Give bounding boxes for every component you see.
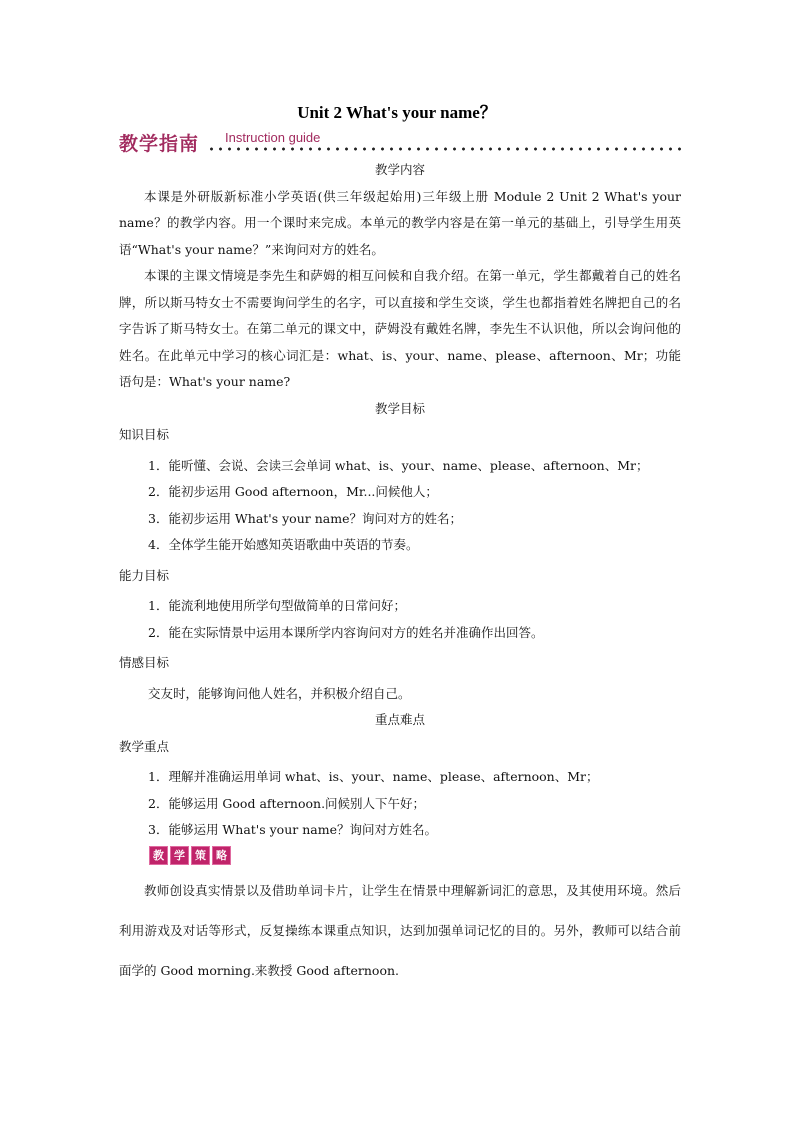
strategy-badge-char: 略 (212, 846, 231, 865)
list-item: 4．全体学生能开始感知英语歌曲中英语的节奏。 (148, 537, 419, 552)
strategy-paragraph: 教师创设真实情景以及借助单词卡片，让学生在情景中理解新词汇的意思，及其使用环境。然后利用游戏及对话等形式，反复操练本课重点知识，达到加强单词记忆的目的。另外，教师可以结合前面学的 Good morning.来教授 Good afternoon. (119, 882, 681, 978)
content-paragraph-2: 本课的主课文情境是李先生和萨姆的相互问候和自我介绍。在第一单元，学生都戴着自己的姓名牌，所以斯马特女士不需要询问学生的名字，可以直接和学生交谈，学生也都指着姓名牌把自己的名字告诉了斯马特女士。在第二单元的课文中，萨姆没有戴姓名牌，李先生不认识他，所以会询问他的姓名。在此单元中学习的核心词汇是：what、is、your、name、please、afternoon、Mr；功能语句是：What's your name? (119, 268, 681, 389)
strategy-badge-char: 学 (170, 846, 189, 865)
list-item: 2．能够运用 Good afternoon.问候别人下午好； (148, 795, 426, 811)
section-heading-goals: 教学目标 (374, 400, 425, 416)
page-title: Unit 2 What's your name？ (297, 103, 497, 122)
section-heading-key: 重点难点 (374, 712, 425, 727)
guide-title-en: Instruction guide (225, 130, 321, 145)
strategy-badge-char: 策 (191, 846, 210, 865)
subheading-knowledge: 知识目标 (119, 427, 170, 442)
list-item: 3．能够运用 What's your name？询问对方姓名。 (148, 822, 437, 837)
subheading-emotion: 情感目标 (119, 655, 170, 670)
list-item: 1．能流利地使用所学句型做简单的日常问好； (148, 598, 406, 613)
subheading-focus: 教学重点 (119, 738, 170, 754)
dotted-divider (207, 146, 683, 152)
list-item: 1．能听懂、会说、会读三会单词 what、is、your、name、please、afternoon、Mr； (148, 457, 649, 473)
strategy-badge (149, 846, 681, 865)
emotion-text: 交友时，能够询问他人姓名，并积极介绍自己。 (148, 685, 411, 701)
instruction-guide-banner (119, 129, 683, 155)
list-item: 2．能初步运用 Good afternoon，Mr...问候他人； (148, 484, 438, 499)
list-item: 2．能在实际情景中运用本课所学内容询问对方的姓名并准确作出回答。 (148, 624, 544, 640)
subheading-ability: 能力目标 (119, 567, 170, 583)
section-heading-content: 教学内容 (374, 162, 425, 177)
document-body (119, 157, 681, 991)
guide-title-cn: 教学指南 (119, 133, 200, 155)
list-item: 3．能初步运用 What's your name？询问对方的姓名； (148, 510, 462, 526)
content-paragraph-1: 本课是外研版新标准小学英语(供三年级起始用)三年级上册 Module 2 Unit 2 What's your name？的教学内容。用一个课时来完成。本单元的教学内容是在第一单元的基础上，引导学生用英语“What's your name？”来询问对方的姓名。 (119, 188, 681, 257)
strategy-badge-char: 教 (149, 846, 168, 865)
list-item: 1．理解并准确运用单词 what、is、your、name、please、afternoon、Mr； (148, 769, 599, 784)
